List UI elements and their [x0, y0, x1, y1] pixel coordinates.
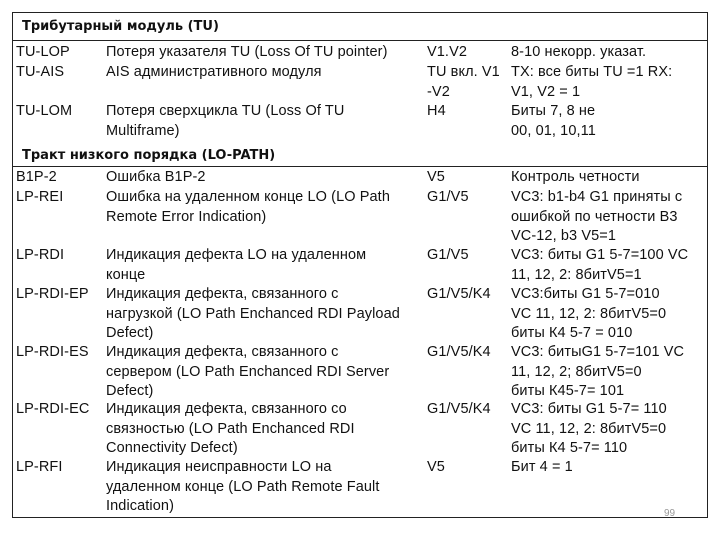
signal-description: AIS административного модуля — [106, 64, 322, 80]
signal-bytes: TU вкл. V1 -V2 — [427, 64, 500, 100]
section-title-lo-path: Тракт низкого порядка (LO-PATH) — [22, 148, 276, 163]
signal-code: LP-RFI — [16, 459, 63, 475]
signal-description: Индикация дефекта, связанного с сервером (LO Path Enchanced RDI Server Defect) — [106, 344, 390, 399]
signal-note: VC3: биты G1 5-7=100 VC 11, 12, 2: 8битV5=1 — [511, 247, 689, 283]
signal-bytes: G1/V5/K4 — [427, 286, 491, 302]
signal-bytes: G1/V5/K4 — [427, 344, 491, 360]
signal-code: LP-RDI — [16, 247, 65, 263]
signal-code: LP-RDI-EP — [16, 286, 89, 302]
signal-description: Потеря сверхцикла TU (Loss Of TU Multiframe) — [106, 103, 345, 139]
signal-description: Потеря указателя TU (Loss Of TU pointer) — [106, 44, 388, 60]
signal-note: Контроль четности — [511, 169, 640, 185]
signal-bytes: V5 — [427, 459, 445, 475]
page-number: 99 — [664, 508, 676, 519]
signal-bytes: V5 — [427, 169, 445, 185]
signal-note: Биты 7, 8 не 00, 01, 10,11 — [511, 103, 596, 139]
signal-note: VC3:биты G1 5-7=010 VC 11, 12, 2: 8битV5=0 биты К4 5-7 = 010 — [511, 286, 667, 341]
section-title-tu: Трибутарный модуль (TU) — [22, 19, 219, 34]
signal-bytes: H4 — [427, 103, 446, 119]
signal-code: TU-LOP — [16, 44, 70, 60]
signal-note: 8-10 некорр. указат. — [511, 44, 647, 60]
signal-description: Ошибка на удаленном конце LO (LO Path Remote Error Indication) — [106, 189, 390, 225]
signal-code: LP-RDI-ES — [16, 344, 89, 360]
signal-description: Ошибка B1P-2 — [106, 169, 206, 185]
divider — [12, 40, 708, 41]
signal-description: Индикация дефекта, связанного с нагрузкой (LO Path Enchanced RDI Payload Defect) — [106, 286, 400, 341]
signal-description: Индикация неисправности LO на удаленном конце (LO Path Remote Fault Indication) — [106, 459, 380, 514]
signal-description: Индикация дефекта, связанного со связностью (LO Path Enchanced RDI Connectivity Defect) — [106, 401, 355, 456]
divider — [12, 166, 708, 167]
signal-code: TU-LOM — [16, 103, 73, 119]
signal-bytes: V1.V2 — [427, 44, 467, 60]
signal-code: B1P-2 — [16, 169, 57, 185]
signal-code: LP-REI — [16, 189, 64, 205]
signal-bytes: G1/V5 — [427, 189, 469, 205]
signal-bytes: G1/V5/K4 — [427, 401, 491, 417]
signal-note: VC3: b1-b4 G1 приняты с ошибкой по четности B3 VC-12, b3 V5=1 — [511, 189, 683, 244]
signal-note: VC3: биты G1 5-7= 110 VC 11, 12, 2: 8битV5=0 биты К4 5-7= 110 — [511, 401, 667, 456]
signal-bytes: G1/V5 — [427, 247, 469, 263]
signal-note: VC3: битыG1 5-7=101 VC 11, 12, 2; 8битV5=0 биты К45-7= 101 — [511, 344, 685, 399]
signal-code: TU-AIS — [16, 64, 65, 80]
signal-note: TX: все биты TU =1 RX: V1, V2 = 1 — [511, 64, 673, 100]
signal-code: LP-RDI-EC — [16, 401, 90, 417]
signal-note: Бит 4 = 1 — [511, 459, 573, 475]
signal-description: Индикация дефекта LO на удаленном конце — [106, 247, 367, 283]
